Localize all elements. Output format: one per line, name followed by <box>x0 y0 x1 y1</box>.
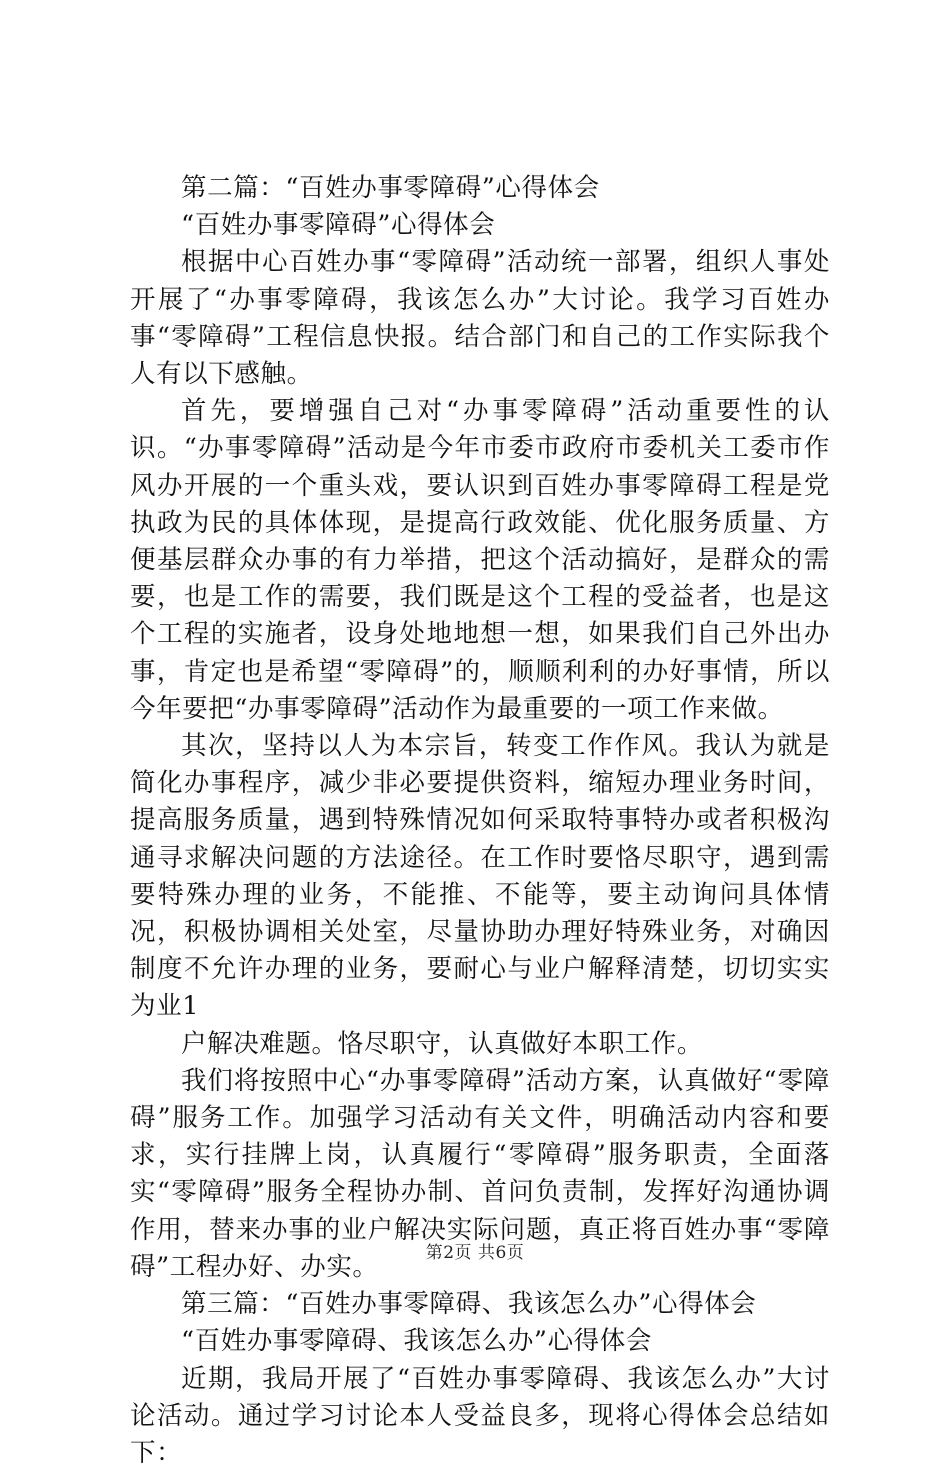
document-body <box>130 170 830 1472</box>
paragraph: 其次，坚持以人为本宗旨，转变工作作风。我认为就是简化办事程序，减少非必要提供资料，缩短办理业务时间，提高服务质量，遇到特殊情况如何采取特事特办或者积极沟通寻求解决问题的方法途径。在工作时要恪尽职守，遇到需要特殊办理的业务，不能推、不能等，要主动询问具体情况，积极协调相关处室，尽量协助办理好特殊业务，对确因制度不允许办理的业务，要耐心与业户解释清楚，切切实实为业1 <box>130 728 830 1026</box>
paragraph: 根据中心百姓办事“零障碍”活动统一部署，组织人事处开展了“办事零障碍，我该怎么办”大讨论。我学习百姓办事“零障碍”工程信息快报。结合部门和自己的工作实际我个人有以下感触。 <box>130 244 830 393</box>
paragraph: 近期，我局开展了“百姓办事零障碍、我该怎么办”大讨论活动。通过学习讨论本人受益良多，现将心得体会总结如下： <box>130 1361 830 1472</box>
article-title-2: “百姓办事零障碍”心得体会 <box>130 207 830 244</box>
paragraph: 我们将按照中心“办事零障碍”活动方案，认真做好“零障碍”服务工作。加强学习活动有关文件，明确活动内容和要求，实行挂牌上岗，认真履行“零障碍”服务职责，全面落实“零障碍”服务全程协办制、首问负责制，发挥好沟通协调作用，替来办事的业户解决实际问题，真正将百姓办事“零障碍”工程办好、办实。 <box>130 1063 830 1286</box>
section-title-2: 第二篇：“百姓办事零障碍”心得体会 <box>130 170 830 207</box>
section-title-3: 第三篇：“百姓办事零障碍、我该怎么办”心得体会 <box>130 1286 830 1323</box>
paragraph: 户解决难题。恪尽职守，认真做好本职工作。 <box>130 1026 830 1063</box>
paragraph: 首先，要增强自己对“办事零障碍”活动重要性的认识。“办事零障碍”活动是今年市委市政府市委机关工委市作风办开展的一个重头戏，要认识到百姓办事零障碍工程是党执政为民的具体体现，是提高行政效能、优化服务质量、方便基层群众办事的有力举措，把这个活动搞好，是群众的需要，也是工作的需要，我们既是这个工程的受益者，也是这个工程的实施者，设身处地地想一想，如果我们自己外出办事，肯定也是希望“零障碍”的，顺顺利利的办好事情，所以今年要把“办事零障碍”活动作为最重要的一项工作来做。 <box>130 393 830 728</box>
page-footer: 第2页 共6页 <box>0 1238 950 1263</box>
article-title-3: “百姓办事零障碍、我该怎么办”心得体会 <box>130 1323 830 1360</box>
